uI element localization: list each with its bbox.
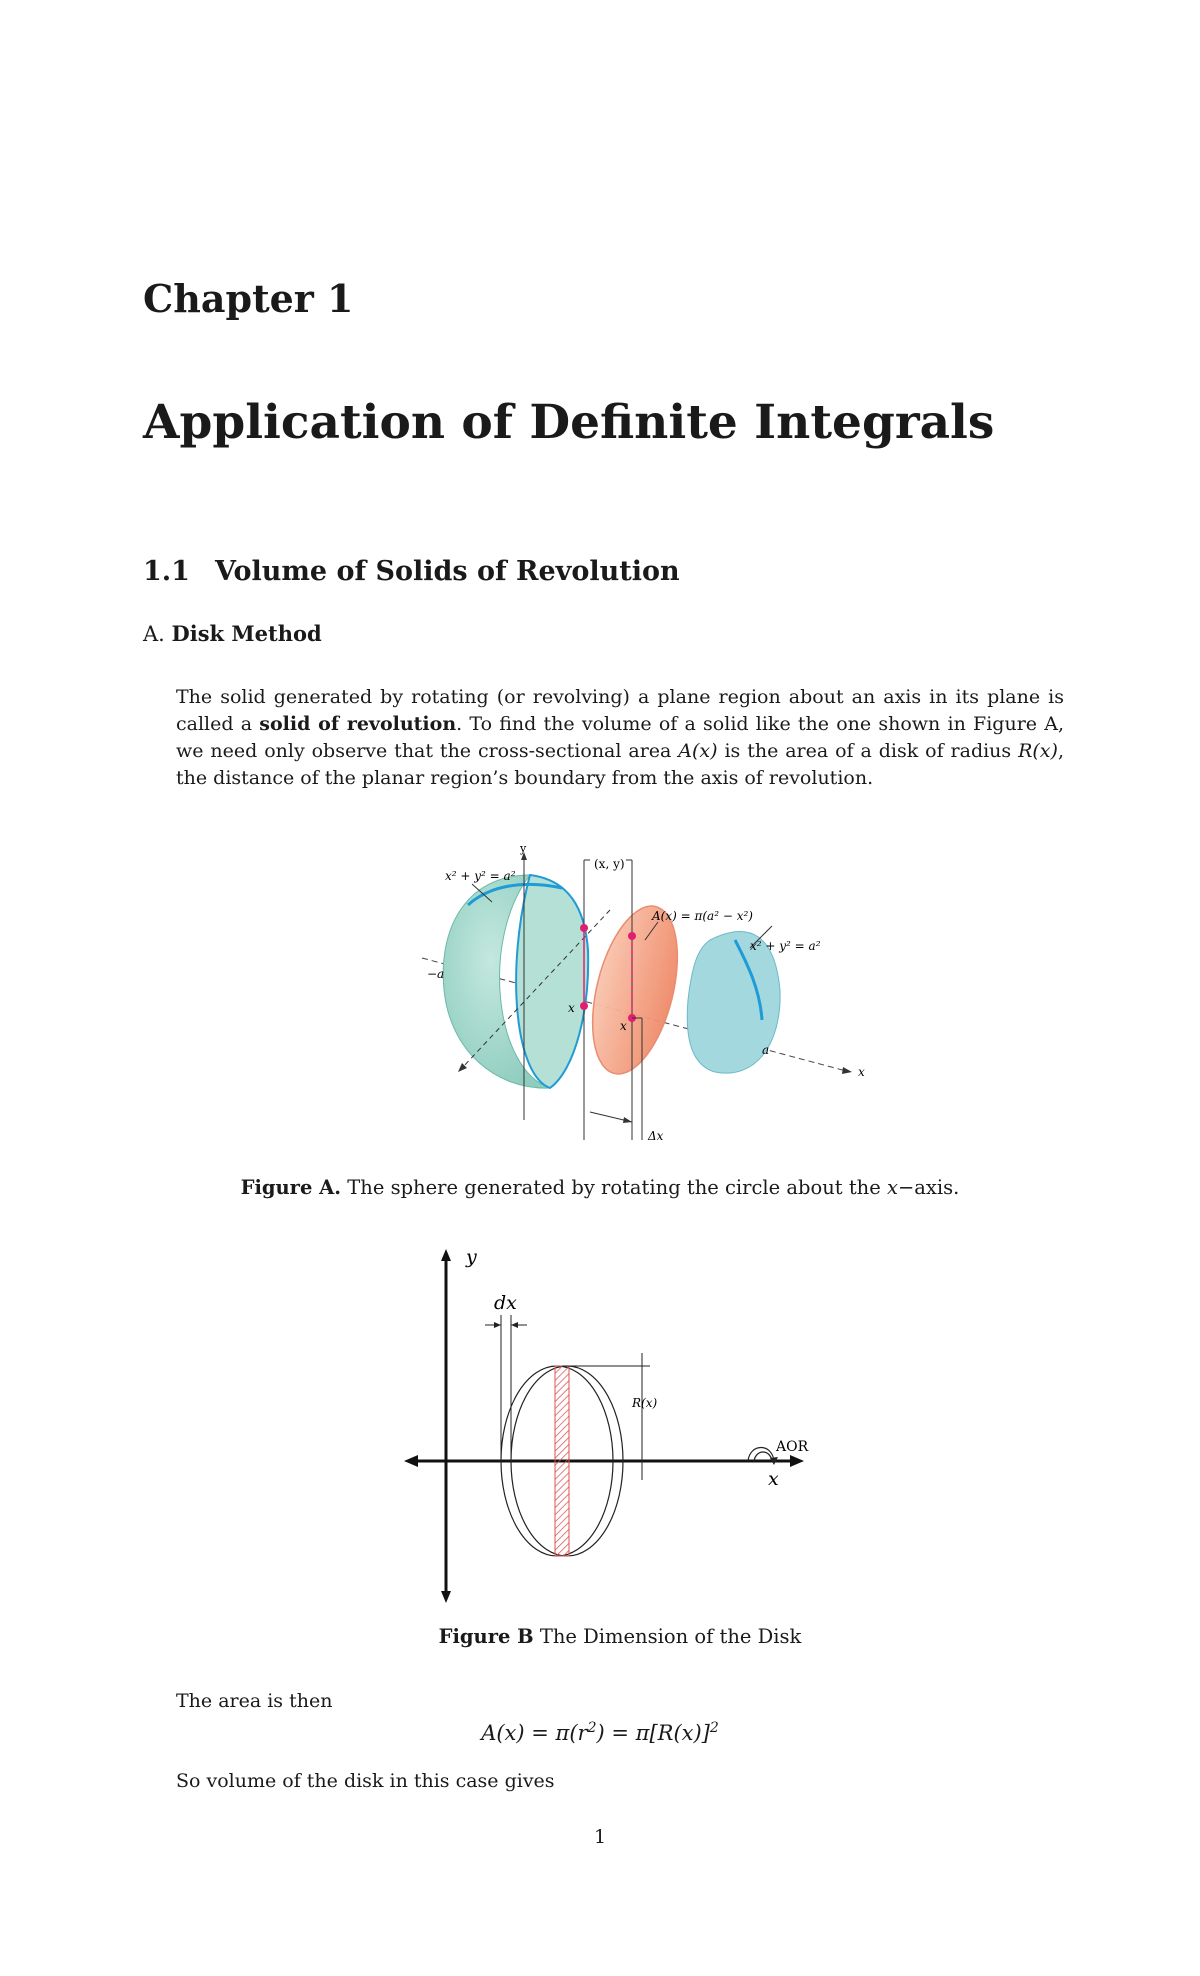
label-point: (x, y)	[594, 857, 625, 871]
area-line: The area is then	[176, 1690, 333, 1712]
area-equation	[0, 1720, 1200, 1745]
figure-a-caption-text: The sphere generated by rotating the circle about the	[341, 1176, 887, 1199]
chapter-label: Chapter 1	[143, 276, 354, 321]
intro-term: solid of revolution	[259, 713, 457, 735]
x-axis-arrow	[842, 1067, 852, 1074]
section-title: Volume of Solids of Revolution	[215, 556, 680, 587]
intro-text-3: is the area of a disk of radius	[717, 740, 1019, 762]
label-dx-b: dx	[494, 1292, 517, 1314]
point-top-left	[580, 924, 588, 932]
disk-strip	[555, 1366, 569, 1556]
label-rx: R(x)	[632, 1396, 658, 1410]
x-axis-b-arrow-right	[790, 1455, 804, 1467]
eq-mid: ) = π[R(x)]	[596, 1721, 710, 1745]
figure-b-caption-text: The Dimension of the Disk	[533, 1625, 802, 1648]
chapter-title: Application of Definite Integrals	[143, 395, 995, 450]
label-circle-left: x² + y² = a²	[445, 869, 516, 883]
label-delta-x: Δx	[648, 1129, 664, 1143]
intro-text-4: , the distance of the planar region’s boundary from the axis of revolution.	[176, 740, 1064, 789]
label-y-a: y	[520, 842, 527, 855]
figure-a-caption-label: Figure A.	[240, 1176, 342, 1199]
subsection-heading	[143, 621, 322, 646]
left-hemisphere-face	[516, 875, 588, 1088]
label-aor: AOR	[776, 1439, 809, 1455]
label-neg-a: −a	[427, 967, 445, 981]
intro-rx: R(x)	[1018, 740, 1058, 762]
label-x1: x	[568, 1001, 575, 1015]
label-x-axis-a: x	[858, 1065, 865, 1079]
section-heading	[143, 556, 680, 587]
intro-text-1: The solid generated by rotating (or revolving) a plane region about an axis in its plane is called a	[176, 686, 1064, 735]
label-y-b: y	[466, 1246, 477, 1268]
subsection-letter: A.	[143, 622, 165, 646]
figure-a	[410, 840, 870, 1160]
intro-text-2: . To find the volume of a solid like the one shown in Figure A, we need only observe that the cross-sectional area	[176, 713, 1064, 762]
page-number: 1	[593, 1826, 607, 1848]
intro-ax: A(x)	[678, 740, 718, 762]
label-x2: x	[620, 1019, 627, 1033]
y-axis-b-arrow-bottom	[441, 1591, 451, 1603]
aor-rotation-arrow	[748, 1448, 774, 1462]
volume-line: So volume of the disk in this case gives	[176, 1770, 555, 1792]
figure-b-caption-label: Figure B	[438, 1625, 534, 1648]
label-a: a	[762, 1043, 770, 1057]
eq-sup-1: 2	[587, 1720, 597, 1736]
point-axis-left	[580, 1002, 588, 1010]
figure-a-caption	[0, 1176, 1200, 1199]
point-top-right	[628, 932, 636, 940]
eq-lhs: A(x) = π(r	[481, 1721, 588, 1745]
figure-b	[400, 1245, 820, 1605]
label-x-b: x	[768, 1468, 779, 1490]
intro-paragraph	[176, 684, 1064, 792]
subsection-title: Disk Method	[171, 621, 322, 646]
figure-b-caption	[120, 1625, 1120, 1648]
figure-a-caption-tail: −axis.	[897, 1176, 960, 1199]
cross-section-disk	[577, 897, 692, 1082]
section-number: 1.1	[143, 556, 190, 587]
eq-sup-2: 2	[709, 1720, 719, 1736]
y-axis-b-arrow-top	[441, 1249, 451, 1261]
x-axis-b-arrow-left	[404, 1455, 418, 1467]
label-circle-right: x² + y² = a²	[750, 939, 821, 953]
label-area: A(x) = π(a² − x²)	[652, 909, 753, 923]
figure-a-caption-var: x	[886, 1176, 898, 1199]
